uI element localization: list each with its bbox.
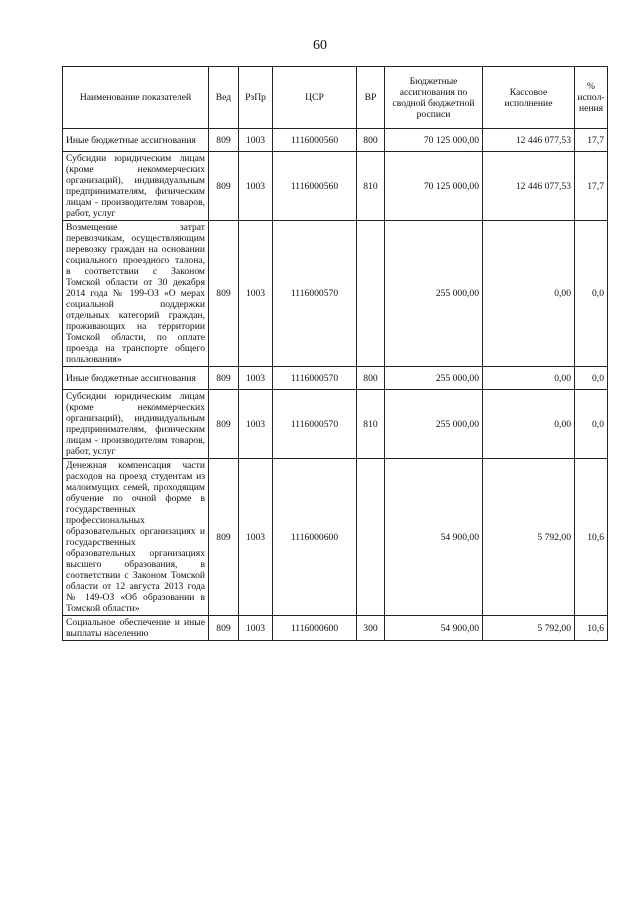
row-ved: 809 [209, 221, 239, 367]
row-vr [357, 221, 385, 367]
header-cash: Кассовое исполнение [483, 67, 575, 129]
row-pct: 10,6 [575, 616, 608, 641]
table-row [63, 459, 608, 616]
row-ved: 809 [209, 390, 239, 459]
header-csr: ЦСР [273, 67, 357, 129]
header-vr: ВР [357, 67, 385, 129]
row-name: Субсидии юридическим лицам (кроме некоммерческих организаций), индивидуальным предпринимателям, физическим лицам - производителям товаров, работ, услуг [63, 390, 209, 459]
table-header-row [63, 67, 608, 129]
row-rzpr: 1003 [239, 152, 273, 221]
row-vr: 300 [357, 616, 385, 641]
row-pct: 17,7 [575, 129, 608, 152]
row-pct: 17,7 [575, 152, 608, 221]
row-rzpr: 1003 [239, 129, 273, 152]
row-budget: 255 000,00 [385, 221, 483, 367]
row-rzpr: 1003 [239, 459, 273, 616]
row-csr: 1116000600 [273, 459, 357, 616]
row-name: Возмещение затрат перевозчикам, осуществляющим перевозку граждан на основании социального проездного талона, в соответствии с Законом Томской области от 30 декабря 2014 года № 199-ОЗ «О мерах социальной поддержки отдельных категорий граждан, проживающих на территории Томской области, по оплате проезда на транспорте общего пользования» [63, 221, 209, 367]
row-csr: 1116000560 [273, 129, 357, 152]
row-ved: 809 [209, 129, 239, 152]
row-name: Иные бюджетные ассигнования [63, 129, 209, 152]
header-name: Наименование показателей [63, 67, 209, 129]
row-name: Денежная компенсация части расходов на проезд студентам из малоимущих семей, проходящим обучение по очной форме в государственных профессиональных образовательных организациях и государственных образовательных организациях высшего образования, в соответствии с Законом Томской области от 12 августа 2013 года № 149-ОЗ «Об образовании в Томской области» [63, 459, 209, 616]
header-ved: Вед [209, 67, 239, 129]
header-rzpr: РзПр [239, 67, 273, 129]
row-pct: 0,0 [575, 390, 608, 459]
row-cash: 5 792,00 [483, 616, 575, 641]
row-budget: 70 125 000,00 [385, 152, 483, 221]
row-csr: 1116000570 [273, 367, 357, 390]
row-rzpr: 1003 [239, 616, 273, 641]
row-ved: 809 [209, 459, 239, 616]
row-cash: 0,00 [483, 221, 575, 367]
row-csr: 1116000560 [273, 152, 357, 221]
row-cash: 5 792,00 [483, 459, 575, 616]
row-name: Иные бюджетные ассигнования [63, 367, 209, 390]
row-pct: 0,0 [575, 221, 608, 367]
table-row [63, 221, 608, 367]
row-vr: 810 [357, 152, 385, 221]
row-rzpr: 1003 [239, 367, 273, 390]
header-budget: Бюджетные ассигнования по сводной бюджетной росписи [385, 67, 483, 129]
budget-execution-table [62, 66, 608, 641]
row-ved: 809 [209, 367, 239, 390]
table-row [63, 129, 608, 152]
table-row [63, 152, 608, 221]
row-name: Субсидии юридическим лицам (кроме некоммерческих организаций), индивидуальным предпринимателям, физическим лицам - производителям товаров, работ, услуг [63, 152, 209, 221]
row-budget: 70 125 000,00 [385, 129, 483, 152]
row-cash: 12 446 077,53 [483, 152, 575, 221]
row-budget: 255 000,00 [385, 390, 483, 459]
row-csr: 1116000570 [273, 390, 357, 459]
row-ved: 809 [209, 616, 239, 641]
row-budget: 54 900,00 [385, 459, 483, 616]
row-vr: 800 [357, 367, 385, 390]
table-row [63, 616, 608, 641]
header-pct: % испол-нения [575, 67, 608, 129]
page-number: 60 [313, 38, 327, 53]
row-vr: 810 [357, 390, 385, 459]
row-name: Социальное обеспечение и иные выплаты населению [63, 616, 209, 641]
table-row [63, 390, 608, 459]
row-csr: 1116000570 [273, 221, 357, 367]
row-vr [357, 459, 385, 616]
table-row [63, 367, 608, 390]
row-rzpr: 1003 [239, 390, 273, 459]
row-pct: 0,0 [575, 367, 608, 390]
row-ved: 809 [209, 152, 239, 221]
row-cash: 0,00 [483, 390, 575, 459]
row-vr: 800 [357, 129, 385, 152]
row-budget: 255 000,00 [385, 367, 483, 390]
row-rzpr: 1003 [239, 221, 273, 367]
row-budget: 54 900,00 [385, 616, 483, 641]
row-pct: 10,6 [575, 459, 608, 616]
row-cash: 12 446 077,53 [483, 129, 575, 152]
row-csr: 1116000600 [273, 616, 357, 641]
row-cash: 0,00 [483, 367, 575, 390]
